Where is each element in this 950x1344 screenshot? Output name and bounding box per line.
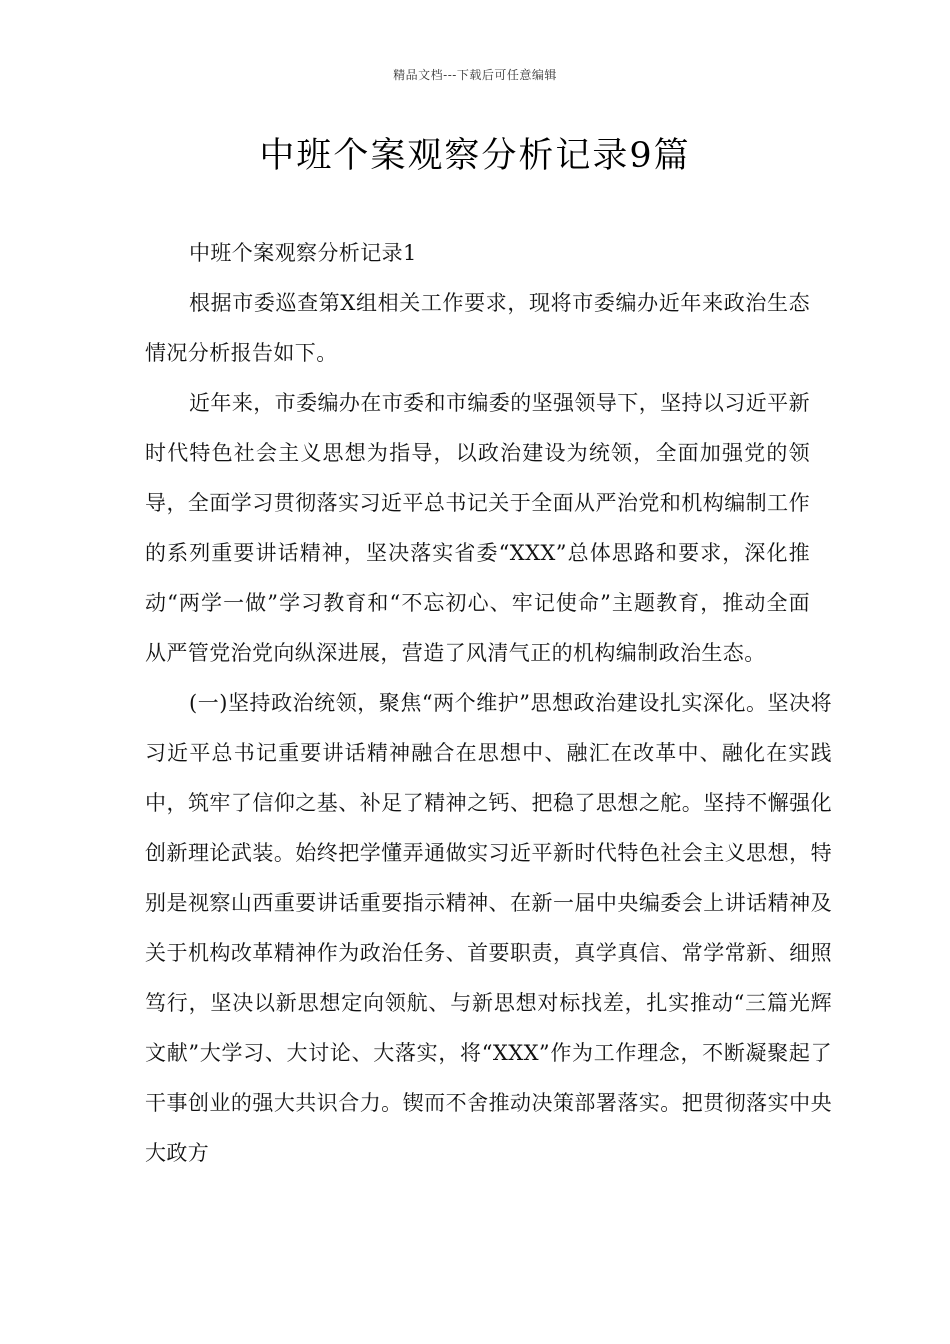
document-title: 中班个案观察分析记录9篇 [259, 136, 691, 176]
section-heading: 中班个案观察分析记录1 [189, 241, 417, 265]
paragraph-intro: 根据市委巡查第X组相关工作要求，现将市委编办近年来政治生态情况分析报告如下。 [145, 291, 810, 365]
document-body [145, 228, 832, 1178]
paragraph-political-leadership: (一)坚持政治统领，聚焦“两个维护”思想政治建设扎实深化。坚决将习近平总书记重要讲话精神融合在思想中、融汇在改革中、融化在实践中，筑牢了信仰之基、补足了精神之钙、把稳了思想之舵。坚持不懈强化创新理论武装。始终把学懂弄通做实习近平新时代特色社会主义思想，特别是视察山西重要讲话重要指示精神、在新一届中央编委会上讲话精神及关于机构改革精神作为政治任务、首要职责，真学真信、常学常新、细照笃行，坚决以新思想定向领航、与新思想对标找差，扎实推动“三篇光辉文献”大学习、大讨论、大落实，将“XXX”作为工作理念，不断凝聚起了干事创业的强大共识合力。锲而不舍推动决策部署落实。把贯彻落实中央大政方 [145, 691, 832, 1165]
header-note: 精品文档---下载后可任意编辑 [393, 68, 557, 82]
paragraph-overview: 近年来，市委编办在市委和市编委的坚强领导下，坚持以习近平新时代特色社会主义思想为指导，以政治建设为统领，全面加强党的领导，全面学习贯彻落实习近平总书记关于全面从严治党和机构编制工作的系列重要讲话精神，坚决落实省委“XXX”总体思路和要求，深化推动“两学一做”学习教育和“不忘初心、牢记使命”主题教育，推动全面从严管党治党向纵深进展，营造了风清气正的机构编制政治生态。 [145, 391, 810, 665]
